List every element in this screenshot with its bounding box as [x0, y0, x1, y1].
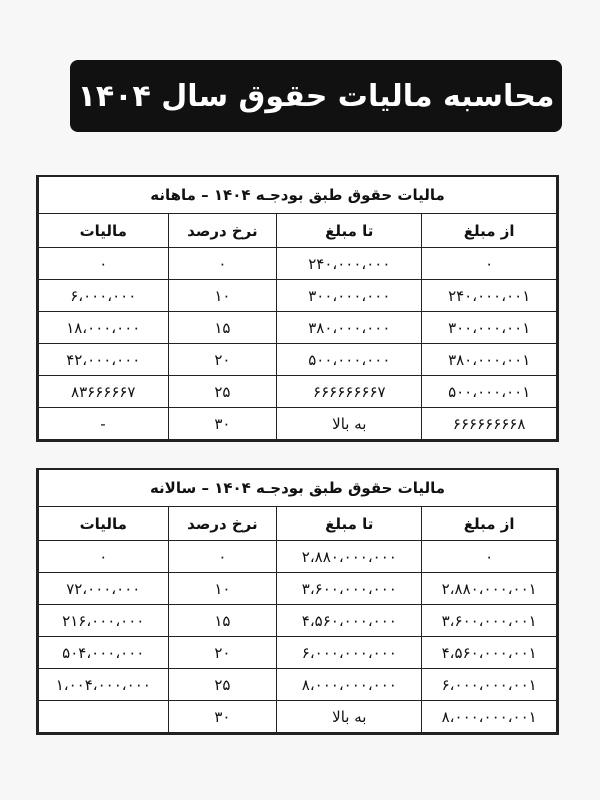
cell-to: به بالا: [277, 408, 422, 440]
cell-from: ۶،۰۰۰،۰۰۰،۰۰۱: [422, 669, 557, 701]
cell-to: ۳۸۰،۰۰۰،۰۰۰: [277, 312, 422, 344]
cell-to: ۳۰۰،۰۰۰،۰۰۰: [277, 280, 422, 312]
cell-rate: ۱۵: [168, 605, 277, 637]
table-row: [39, 669, 557, 701]
cell-tax: ۶،۰۰۰،۰۰۰: [39, 280, 169, 312]
cell-rate: ۱۰: [168, 280, 277, 312]
title-banner: [70, 60, 562, 132]
header-rate: نرخ درصد: [168, 507, 277, 541]
cell-to: به بالا: [277, 701, 422, 733]
cell-to: ۳،۶۰۰،۰۰۰،۰۰۰: [277, 573, 422, 605]
table-row: [39, 573, 557, 605]
yearly-table-caption: مالیات حقوق طبق بودجـه ۱۴۰۴ – سالانه: [39, 470, 557, 507]
header-to: تا مبلغ: [277, 507, 422, 541]
header-from: از مبلغ: [422, 214, 557, 248]
cell-rate: ۲۰: [168, 344, 277, 376]
table-row: [39, 605, 557, 637]
cell-tax: ۴۲،۰۰۰،۰۰۰: [39, 344, 169, 376]
cell-rate: ۱۵: [168, 312, 277, 344]
cell-tax: ۰: [39, 541, 169, 573]
header-to: تا مبلغ: [277, 214, 422, 248]
page-title: محاسبه مالیات حقوق سال ۱۴۰۴: [77, 78, 555, 114]
table-row: [39, 408, 557, 440]
header-from: از مبلغ: [422, 507, 557, 541]
table-row: [39, 312, 557, 344]
cell-from: ۴،۵۶۰،۰۰۰،۰۰۱: [422, 637, 557, 669]
cell-rate: ۰: [168, 248, 277, 280]
table-row: [39, 701, 557, 733]
cell-rate: ۳۰: [168, 408, 277, 440]
cell-tax: ۰: [39, 248, 169, 280]
cell-from: ۲،۸۸۰،۰۰۰،۰۰۱: [422, 573, 557, 605]
cell-to: ۵۰۰،۰۰۰،۰۰۰: [277, 344, 422, 376]
cell-from: ۶۶۶۶۶۶۶۶۸: [422, 408, 557, 440]
cell-tax: ۲۱۶،۰۰۰،۰۰۰: [39, 605, 169, 637]
cell-to: ۶،۰۰۰،۰۰۰،۰۰۰: [277, 637, 422, 669]
header-tax: مالیات: [39, 214, 169, 248]
cell-tax: ۱،۰۰۴،۰۰۰،۰۰۰: [39, 669, 169, 701]
cell-from: ۳۸۰،۰۰۰،۰۰۱: [422, 344, 557, 376]
cell-tax: ۸۳۶۶۶۶۶۷: [39, 376, 169, 408]
cell-to: ۴،۵۶۰،۰۰۰،۰۰۰: [277, 605, 422, 637]
cell-from: ۲۴۰،۰۰۰،۰۰۱: [422, 280, 557, 312]
cell-rate: ۲۵: [168, 376, 277, 408]
cell-to: ۸،۰۰۰،۰۰۰،۰۰۰: [277, 669, 422, 701]
cell-tax: ۵۰۴،۰۰۰،۰۰۰: [39, 637, 169, 669]
header-rate: نرخ درصد: [168, 214, 277, 248]
cell-from: ۳،۶۰۰،۰۰۰،۰۰۱: [422, 605, 557, 637]
yearly-tax-table: [36, 468, 559, 735]
table-row: [39, 541, 557, 573]
table-row: [39, 344, 557, 376]
table-row: [39, 376, 557, 408]
cell-from: ۵۰۰،۰۰۰،۰۰۱: [422, 376, 557, 408]
cell-tax: ۷۲،۰۰۰،۰۰۰: [39, 573, 169, 605]
cell-to: ۶۶۶۶۶۶۶۶۷: [277, 376, 422, 408]
cell-rate: ۲۵: [168, 669, 277, 701]
cell-from: ۸،۰۰۰،۰۰۰،۰۰۱: [422, 701, 557, 733]
cell-from: ۰: [422, 248, 557, 280]
cell-tax: -: [39, 408, 169, 440]
table-row: [39, 280, 557, 312]
cell-tax: ۱۸،۰۰۰،۰۰۰: [39, 312, 169, 344]
cell-rate: ۱۰: [168, 573, 277, 605]
monthly-tax-table: [36, 175, 559, 442]
cell-to: ۲،۸۸۰،۰۰۰،۰۰۰: [277, 541, 422, 573]
cell-rate: ۰: [168, 541, 277, 573]
cell-rate: ۳۰: [168, 701, 277, 733]
cell-from: ۳۰۰،۰۰۰،۰۰۱: [422, 312, 557, 344]
cell-rate: ۲۰: [168, 637, 277, 669]
cell-to: ۲۴۰،۰۰۰،۰۰۰: [277, 248, 422, 280]
table-row: [39, 248, 557, 280]
cell-from: ۰: [422, 541, 557, 573]
cell-tax: [39, 701, 169, 733]
table-row: [39, 637, 557, 669]
header-tax: مالیات: [39, 507, 169, 541]
monthly-table-caption: مالیات حقوق طبق بودجـه ۱۴۰۴ – ماهانه: [39, 177, 557, 214]
